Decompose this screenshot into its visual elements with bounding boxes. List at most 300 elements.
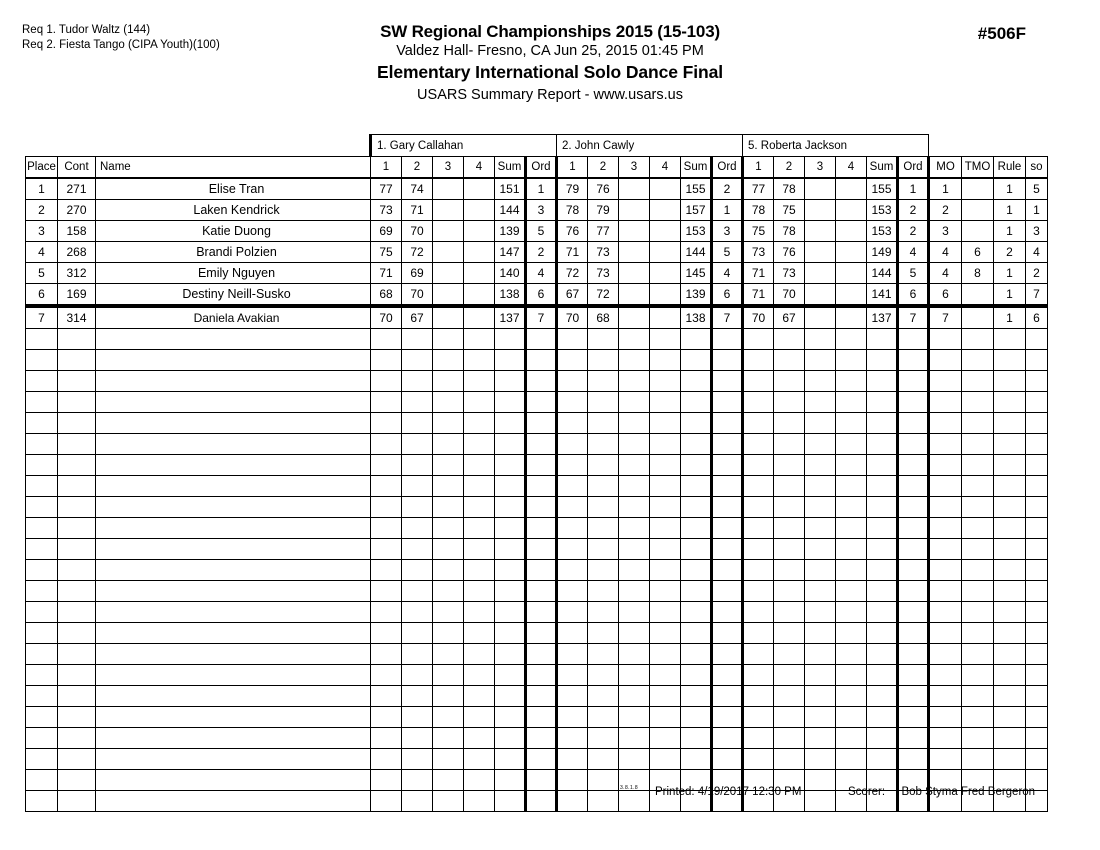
- empty-cell: [867, 623, 898, 644]
- empty-cell: [619, 560, 650, 581]
- row-5-place: 5: [26, 263, 58, 284]
- row-3-mo: 3: [929, 221, 962, 242]
- row-5-judge-2-score-4: [650, 263, 681, 284]
- empty-cell: [962, 602, 994, 623]
- row-1-judge-3-ord: 1: [898, 178, 929, 200]
- row-1-judge-3-sum: 155: [867, 178, 898, 200]
- empty-cell: [867, 686, 898, 707]
- empty-cell: [712, 686, 743, 707]
- row-7-judge-2-score-3: [619, 306, 650, 329]
- empty-cell: [774, 707, 805, 728]
- table-row: [26, 221, 1048, 242]
- empty-cell: [58, 392, 96, 413]
- row-3-judge-1-score-1: 69: [371, 221, 402, 242]
- empty-cell: [402, 392, 433, 413]
- empty-cell: [929, 371, 962, 392]
- empty-cell: [867, 518, 898, 539]
- row-7-judge-1-ord: 7: [526, 306, 557, 329]
- empty-cell: [743, 371, 774, 392]
- empty-cell: [1026, 686, 1048, 707]
- row-1-judge-3-score-1: 77: [743, 178, 774, 200]
- requirement-number: 1.: [46, 24, 56, 36]
- empty-cell: [712, 371, 743, 392]
- empty-cell: [26, 749, 58, 770]
- table-row-empty: [26, 539, 1048, 560]
- empty-cell: [836, 644, 867, 665]
- empty-cell: [836, 686, 867, 707]
- row-4-so: 4: [1026, 242, 1048, 263]
- row-1-judge-2-score-4: [650, 178, 681, 200]
- empty-cell: [619, 476, 650, 497]
- empty-cell: [26, 728, 58, 749]
- row-1-judge-1-score-4: [464, 178, 495, 200]
- empty-cell: [681, 518, 712, 539]
- row-5-judge-3-sum: 144: [867, 263, 898, 284]
- empty-cell: [962, 476, 994, 497]
- empty-cell: [867, 455, 898, 476]
- empty-cell: [557, 350, 588, 371]
- row-7-place: 7: [26, 306, 58, 329]
- empty-cell: [26, 581, 58, 602]
- row-6-judge-2-score-1: 67: [557, 284, 588, 307]
- empty-cell: [464, 602, 495, 623]
- empty-cell: [774, 434, 805, 455]
- empty-cell: [526, 329, 557, 350]
- empty-cell: [867, 728, 898, 749]
- empty-cell: [557, 707, 588, 728]
- empty-cell: [805, 392, 836, 413]
- empty-cell: [774, 581, 805, 602]
- empty-cell: [712, 665, 743, 686]
- empty-cell: [712, 539, 743, 560]
- row-7-judge-2-score-4: [650, 306, 681, 329]
- empty-cell: [774, 560, 805, 581]
- empty-cell: [994, 686, 1026, 707]
- row-4-judge-3-score-2: 76: [774, 242, 805, 263]
- table-row-empty: [26, 686, 1048, 707]
- empty-cell: [619, 749, 650, 770]
- empty-cell: [588, 707, 619, 728]
- row-5-judge-2-ord: 4: [712, 263, 743, 284]
- row-4-judge-1-score-3: [433, 242, 464, 263]
- empty-cell: [526, 350, 557, 371]
- empty-cell: [495, 476, 526, 497]
- empty-cell: [371, 350, 402, 371]
- empty-cell: [26, 602, 58, 623]
- empty-cell: [588, 560, 619, 581]
- empty-cell: [712, 518, 743, 539]
- row-7-judge-1-score-2: 67: [402, 306, 433, 329]
- empty-cell: [371, 392, 402, 413]
- row-6-judge-1-score-2: 70: [402, 284, 433, 307]
- empty-cell: [371, 455, 402, 476]
- empty-cell: [836, 476, 867, 497]
- row-3-judge-1-score-4: [464, 221, 495, 242]
- row-7-judge-2-score-2: 68: [588, 306, 619, 329]
- empty-cell: [495, 539, 526, 560]
- row-7-judge-1-score-1: 70: [371, 306, 402, 329]
- judge-3-column-header-ord: Ord: [898, 157, 929, 179]
- row-2-judge-3-ord: 2: [898, 200, 929, 221]
- empty-cell: [898, 371, 929, 392]
- empty-cell: [898, 329, 929, 350]
- empty-cell: [526, 665, 557, 686]
- empty-cell: [464, 581, 495, 602]
- empty-cell: [619, 371, 650, 392]
- empty-cell: [371, 497, 402, 518]
- empty-cell: [58, 749, 96, 770]
- empty-cell: [774, 371, 805, 392]
- empty-cell: [58, 539, 96, 560]
- table-row-empty: [26, 371, 1048, 392]
- row-7-judge-3-score-1: 70: [743, 306, 774, 329]
- event-title: SW Regional Championships 2015 (15-103): [380, 22, 720, 41]
- empty-cell: [681, 644, 712, 665]
- empty-cell: [898, 686, 929, 707]
- row-2-mo: 2: [929, 200, 962, 221]
- row-4-name: Brandi Polzien: [96, 242, 371, 263]
- row-2-judge-1-score-2: 71: [402, 200, 433, 221]
- empty-cell: [898, 392, 929, 413]
- judge-1-column-header-4: 4: [464, 157, 495, 179]
- table-row-empty: [26, 644, 1048, 665]
- empty-cell: [743, 413, 774, 434]
- empty-cell: [402, 476, 433, 497]
- empty-cell: [464, 623, 495, 644]
- row-6-contestant-number: 169: [58, 284, 96, 307]
- row-6-judge-1-ord: 6: [526, 284, 557, 307]
- empty-cell: [929, 665, 962, 686]
- empty-cell: [58, 560, 96, 581]
- empty-cell: [402, 329, 433, 350]
- empty-cell: [371, 434, 402, 455]
- empty-cell: [96, 749, 371, 770]
- empty-cell: [96, 329, 371, 350]
- empty-cell: [929, 644, 962, 665]
- empty-cell: [962, 644, 994, 665]
- empty-cell: [557, 329, 588, 350]
- empty-cell: [743, 434, 774, 455]
- judge-2-column-header-ord: Ord: [712, 157, 743, 179]
- empty-cell: [929, 329, 962, 350]
- empty-cell: [712, 707, 743, 728]
- empty-cell: [26, 518, 58, 539]
- row-6-judge-3-score-1: 71: [743, 284, 774, 307]
- empty-cell: [681, 350, 712, 371]
- empty-cell: [464, 644, 495, 665]
- empty-cell: [1026, 350, 1048, 371]
- row-7-so: 6: [1026, 306, 1048, 329]
- empty-cell: [588, 686, 619, 707]
- table-row-empty: [26, 602, 1048, 623]
- empty-cell: [898, 665, 929, 686]
- empty-cell: [495, 497, 526, 518]
- table-row-empty: [26, 665, 1048, 686]
- empty-cell: [836, 665, 867, 686]
- row-3-so: 3: [1026, 221, 1048, 242]
- version-text: 3.8.1.8: [620, 785, 639, 791]
- row-7-judge-2-ord: 7: [712, 306, 743, 329]
- empty-cell: [526, 749, 557, 770]
- row-6-judge-2-ord: 6: [712, 284, 743, 307]
- empty-cell: [526, 413, 557, 434]
- empty-cell: [433, 602, 464, 623]
- empty-cell: [712, 329, 743, 350]
- empty-cell: [96, 518, 371, 539]
- empty-cell: [588, 749, 619, 770]
- empty-cell: [619, 329, 650, 350]
- empty-cell: [371, 602, 402, 623]
- empty-cell: [962, 434, 994, 455]
- empty-cell: [402, 539, 433, 560]
- empty-cell: [495, 623, 526, 644]
- row-5-judge-2-score-3: [619, 263, 650, 284]
- empty-cell: [836, 749, 867, 770]
- empty-cell: [433, 455, 464, 476]
- empty-cell: [962, 350, 994, 371]
- empty-cell: [588, 434, 619, 455]
- row-4-judge-3-sum: 149: [867, 242, 898, 263]
- row-4-judge-3-ord: 4: [898, 242, 929, 263]
- row-2-judge-1-score-3: [433, 200, 464, 221]
- row-6-judge-2-score-2: 72: [588, 284, 619, 307]
- empty-cell: [650, 749, 681, 770]
- division-title: Elementary International Solo Dance Final: [377, 62, 723, 82]
- empty-cell: [898, 434, 929, 455]
- row-3-judge-2-score-3: [619, 221, 650, 242]
- empty-cell: [58, 476, 96, 497]
- empty-cell: [1026, 329, 1048, 350]
- row-3-judge-1-sum: 139: [495, 221, 526, 242]
- empty-cell: [526, 602, 557, 623]
- empty-cell: [371, 749, 402, 770]
- empty-cell: [433, 686, 464, 707]
- empty-cell: [526, 686, 557, 707]
- empty-cell: [994, 581, 1026, 602]
- empty-cell: [464, 497, 495, 518]
- empty-cell: [867, 602, 898, 623]
- empty-cell: [26, 497, 58, 518]
- table-row-empty: [26, 329, 1048, 350]
- empty-cell: [1026, 455, 1048, 476]
- empty-cell: [898, 707, 929, 728]
- row-7-judge-3-score-4: [836, 306, 867, 329]
- judge-band-spacer: [58, 135, 96, 157]
- row-5-rule: 1: [994, 263, 1026, 284]
- empty-cell: [743, 560, 774, 581]
- empty-cell: [26, 371, 58, 392]
- empty-cell: [96, 623, 371, 644]
- empty-cell: [371, 665, 402, 686]
- empty-cell: [433, 749, 464, 770]
- empty-cell: [681, 581, 712, 602]
- row-6-judge-2-score-3: [619, 284, 650, 307]
- row-3-contestant-number: 158: [58, 221, 96, 242]
- empty-cell: [867, 476, 898, 497]
- empty-cell: [557, 539, 588, 560]
- row-5-judge-2-score-2: 73: [588, 263, 619, 284]
- empty-cell: [898, 581, 929, 602]
- judge-band-spacer: [96, 135, 371, 157]
- empty-cell: [495, 707, 526, 728]
- empty-cell: [994, 749, 1026, 770]
- empty-cell: [836, 413, 867, 434]
- empty-cell: [402, 728, 433, 749]
- empty-cell: [681, 497, 712, 518]
- judge-band-spacer: [994, 135, 1026, 157]
- table-row-empty: [26, 455, 1048, 476]
- empty-cell: [526, 434, 557, 455]
- row-4-contestant-number: 268: [58, 242, 96, 263]
- empty-cell: [681, 329, 712, 350]
- empty-cell: [495, 686, 526, 707]
- table-row: [26, 178, 1048, 200]
- row-2-judge-1-ord: 3: [526, 200, 557, 221]
- empty-cell: [588, 350, 619, 371]
- row-4-judge-1-score-1: 75: [371, 242, 402, 263]
- row-7-judge-3-score-3: [805, 306, 836, 329]
- table-row-empty: [26, 434, 1048, 455]
- empty-cell: [650, 455, 681, 476]
- empty-cell: [994, 329, 1026, 350]
- empty-cell: [929, 392, 962, 413]
- empty-cell: [681, 560, 712, 581]
- empty-cell: [588, 728, 619, 749]
- empty-cell: [805, 539, 836, 560]
- empty-cell: [650, 434, 681, 455]
- empty-cell: [743, 644, 774, 665]
- empty-cell: [371, 581, 402, 602]
- empty-cell: [805, 686, 836, 707]
- empty-cell: [962, 707, 994, 728]
- empty-cell: [26, 560, 58, 581]
- row-5-judge-3-score-1: 71: [743, 263, 774, 284]
- empty-cell: [1026, 623, 1048, 644]
- empty-cell: [1026, 749, 1048, 770]
- row-3-judge-2-score-1: 76: [557, 221, 588, 242]
- row-7-judge-1-score-4: [464, 306, 495, 329]
- empty-cell: [994, 539, 1026, 560]
- empty-cell: [712, 434, 743, 455]
- row-4-judge-3-score-3: [805, 242, 836, 263]
- empty-cell: [619, 665, 650, 686]
- row-5-name: Emily Nguyen: [96, 263, 371, 284]
- row-5-judge-1-score-3: [433, 263, 464, 284]
- empty-cell: [962, 749, 994, 770]
- empty-cell: [96, 665, 371, 686]
- empty-cell: [898, 560, 929, 581]
- row-3-name: Katie Duong: [96, 221, 371, 242]
- empty-cell: [557, 665, 588, 686]
- row-2-place: 2: [26, 200, 58, 221]
- empty-cell: [557, 560, 588, 581]
- empty-cell: [805, 560, 836, 581]
- empty-cell: [557, 728, 588, 749]
- table-row-empty: [26, 581, 1048, 602]
- empty-cell: [836, 728, 867, 749]
- empty-cell: [805, 413, 836, 434]
- empty-cell: [962, 581, 994, 602]
- empty-cell: [805, 749, 836, 770]
- row-1-judge-1-score-3: [433, 178, 464, 200]
- row-7-judge-2-score-1: 70: [557, 306, 588, 329]
- row-1-judge-2-score-2: 76: [588, 178, 619, 200]
- row-2-judge-1-sum: 144: [495, 200, 526, 221]
- column-header-so: so: [1026, 157, 1048, 179]
- empty-cell: [650, 581, 681, 602]
- empty-cell: [464, 392, 495, 413]
- empty-cell: [867, 665, 898, 686]
- row-4-place: 4: [26, 242, 58, 263]
- empty-cell: [402, 602, 433, 623]
- empty-cell: [464, 350, 495, 371]
- empty-cell: [464, 455, 495, 476]
- empty-cell: [681, 476, 712, 497]
- empty-cell: [867, 329, 898, 350]
- empty-cell: [588, 371, 619, 392]
- row-6-judge-3-score-3: [805, 284, 836, 307]
- empty-cell: [805, 728, 836, 749]
- row-5-tmo: 8: [962, 263, 994, 284]
- row-3-judge-2-score-4: [650, 221, 681, 242]
- empty-cell: [96, 560, 371, 581]
- row-1-judge-1-score-2: 74: [402, 178, 433, 200]
- empty-cell: [774, 329, 805, 350]
- empty-cell: [619, 728, 650, 749]
- empty-cell: [96, 392, 371, 413]
- empty-cell: [96, 686, 371, 707]
- empty-cell: [58, 455, 96, 476]
- judge-band-spacer: [1026, 135, 1048, 157]
- empty-cell: [712, 749, 743, 770]
- judge-3-column-header-1: 1: [743, 157, 774, 179]
- empty-cell: [1026, 581, 1048, 602]
- empty-cell: [994, 560, 1026, 581]
- row-7-rule: 1: [994, 306, 1026, 329]
- report-number: #506F: [977, 24, 1026, 43]
- empty-cell: [1026, 476, 1048, 497]
- empty-cell: [464, 539, 495, 560]
- empty-cell: [619, 539, 650, 560]
- empty-cell: [867, 371, 898, 392]
- empty-cell: [962, 560, 994, 581]
- row-6-mo: 6: [929, 284, 962, 307]
- row-1-judge-3-score-2: 78: [774, 178, 805, 200]
- row-1-judge-2-score-1: 79: [557, 178, 588, 200]
- empty-cell: [371, 686, 402, 707]
- empty-cell: [962, 728, 994, 749]
- judge-1-column-header-1: 1: [371, 157, 402, 179]
- table-row-empty: [26, 392, 1048, 413]
- empty-cell: [371, 560, 402, 581]
- empty-cell: [805, 497, 836, 518]
- row-2-judge-3-score-4: [836, 200, 867, 221]
- row-5-judge-1-score-2: 69: [402, 263, 433, 284]
- empty-cell: [557, 455, 588, 476]
- row-2-judge-2-score-2: 79: [588, 200, 619, 221]
- empty-cell: [962, 539, 994, 560]
- empty-cell: [619, 518, 650, 539]
- judge-3-column-header-4: 4: [836, 157, 867, 179]
- empty-cell: [557, 686, 588, 707]
- row-6-judge-3-score-2: 70: [774, 284, 805, 307]
- empty-cell: [433, 371, 464, 392]
- empty-cell: [588, 539, 619, 560]
- empty-cell: [962, 623, 994, 644]
- empty-cell: [712, 455, 743, 476]
- empty-cell: [464, 434, 495, 455]
- empty-cell: [464, 686, 495, 707]
